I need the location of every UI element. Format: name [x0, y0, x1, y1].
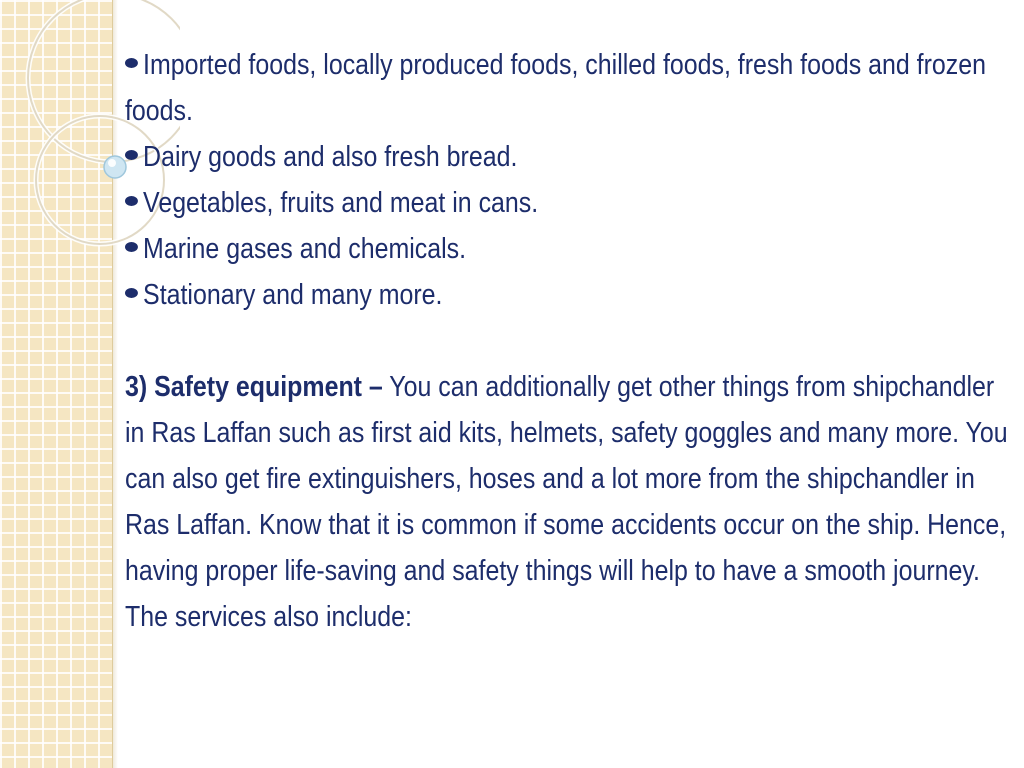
spacer [125, 318, 1011, 364]
ring-bead-shine [108, 159, 116, 167]
bullet-text: Imported foods, locally produced foods, chilled foods, fresh foods and frozen foods. [125, 49, 986, 127]
bullet-item-marine-gases [125, 226, 1011, 272]
bullet-item-imported-foods [125, 42, 1011, 134]
bullet-dot-icon [125, 196, 138, 206]
slide-content [125, 42, 1011, 640]
bullet-text: Stationary and many more. [143, 279, 443, 311]
section-body: You can additionally get other things from shipchandler in Ras Laffan such as first aid kits, helmets, safety goggles and many more. You can also get fire extinguishers, hoses and a lot more from the shipchandler in Ras Laffan. Know that it is common if some accidents occur on the ship. Hence, having proper life-saving and safety things will help to have a smooth journey. The services also include: [125, 371, 1008, 633]
bullet-text: Marine gases and chemicals. [143, 233, 467, 265]
bullet-dot-icon [125, 58, 138, 68]
bullet-item-stationary [125, 272, 1011, 318]
bullet-dot-icon [125, 288, 138, 298]
section-heading: 3) Safety equipment – [125, 371, 383, 403]
bullet-item-vegetables [125, 180, 1011, 226]
bullet-text: Dairy goods and also fresh bread. [143, 141, 518, 173]
bullet-dot-icon [125, 150, 138, 160]
bullet-item-dairy [125, 134, 1011, 180]
ring-bead [104, 156, 126, 178]
bullet-dot-icon [125, 242, 138, 252]
safety-equipment-paragraph [125, 364, 1011, 640]
bullet-text: Vegetables, fruits and meat in cans. [143, 187, 539, 219]
